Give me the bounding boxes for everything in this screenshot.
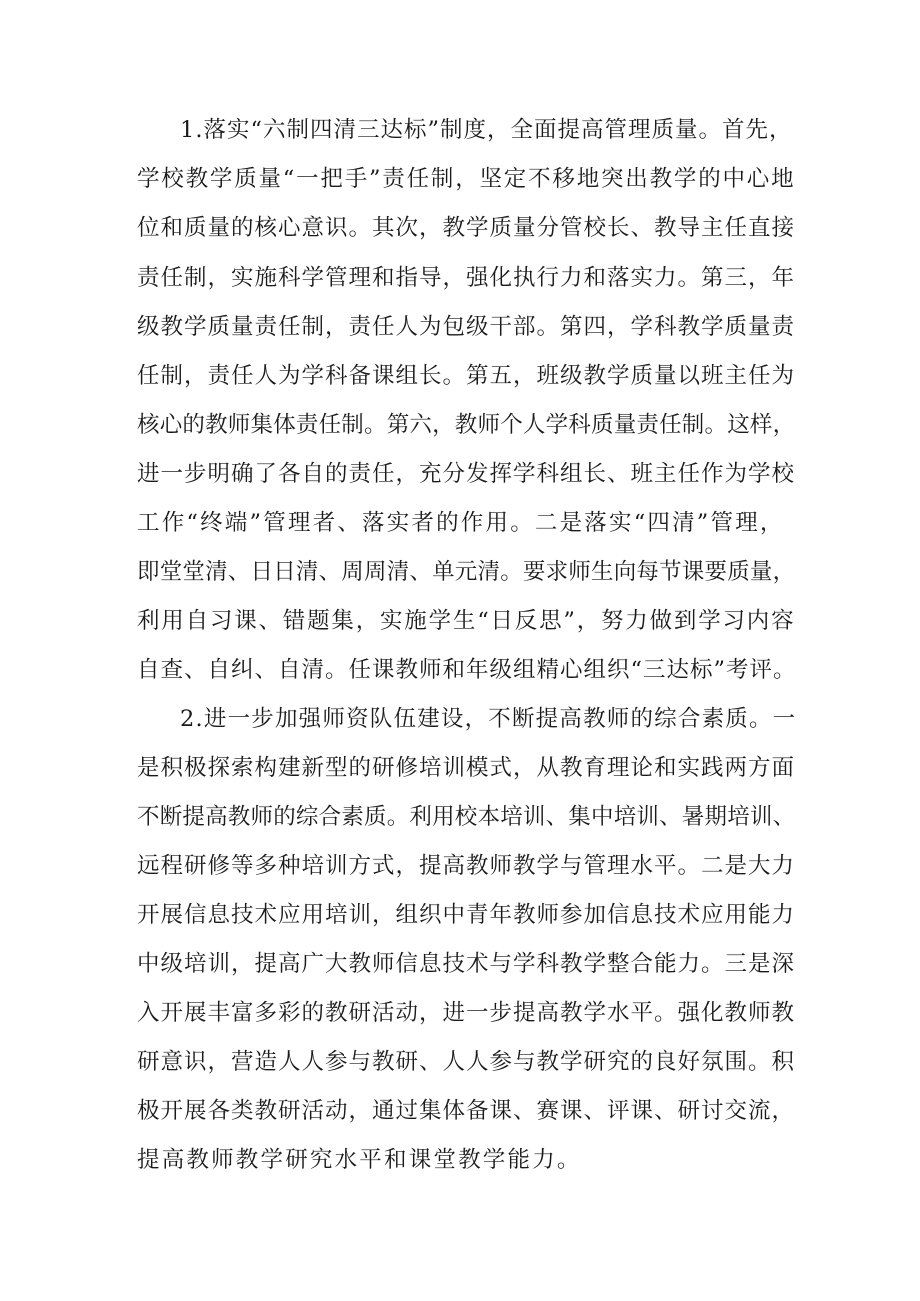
text-line: 研意识，营造人人参与教研、人人参与教学研究的良好氛围。积 xyxy=(137,1049,796,1075)
text-line: 利用自习课、错题集，实施学生“日反思”，努力做到学习内容 xyxy=(137,608,796,634)
text-line: 开展信息技术应用培训，组织中青年教师参加信息技术应用能力 xyxy=(137,902,796,928)
text-line: 任制，责任人为学科备课组长。第五，班级教学质量以班主任为 xyxy=(137,363,796,389)
text-line: 极开展各类教研活动，通过集体备课、赛课、评课、研讨交流， xyxy=(137,1098,796,1124)
text-line: 责任制，实施科学管理和指导，强化执行力和落实力。第三，年 xyxy=(137,265,796,291)
text-line: 进一步明确了各自的责任，充分发挥学科组长、班主任作为学校 xyxy=(137,461,796,487)
text-line: 位和质量的核心意识。其次，教学质量分管校长、教导主任直接 xyxy=(137,215,796,241)
text-line: 不断提高教师的综合素质。利用校本培训、集中培训、暑期培训、 xyxy=(137,804,796,830)
text-line: 核心的教师集体责任制。第六，教师个人学科质量责任制。这样， xyxy=(137,412,796,438)
text-line: 学校教学质量“一把手”责任制，坚定不移地突出教学的中心地 xyxy=(137,166,796,192)
text-line: 1.落实“六制四清三达标”制度，全面提高管理质量。首先， xyxy=(180,117,793,143)
text-line: 远程研修等多种培训方式，提高教师教学与管理水平。二是大力 xyxy=(137,853,796,879)
text-line: 级教学质量责任制，责任人为包级干部。第四，学科教学质量责 xyxy=(137,314,796,340)
text-line: 自查、自纠、自清。任课教师和年级组精心组织“三达标”考评。 xyxy=(137,657,797,683)
text-line: 即堂堂清、日日清、周周清、单元清。要求师生向每节课要质量， xyxy=(137,559,796,585)
text-line: 2.进一步加强师资队伍建设，不断提高教师的综合素质。一 xyxy=(180,706,797,732)
text-line: 提高教师教学研究水平和课堂教学能力。 xyxy=(137,1147,582,1173)
text-line: 入开展丰富多彩的教研活动，进一步提高教学水平。强化教师教 xyxy=(137,1000,796,1026)
text-line: 是积极探索构建新型的研修培训模式，从教育理论和实践两方面 xyxy=(137,755,796,781)
text-line: 工作“终端”管理者、落实者的作用。二是落实“四清”管理， xyxy=(137,510,785,536)
text-line: 中级培训，提高广大教师信息技术与学科教学整合能力。三是深 xyxy=(137,951,796,977)
